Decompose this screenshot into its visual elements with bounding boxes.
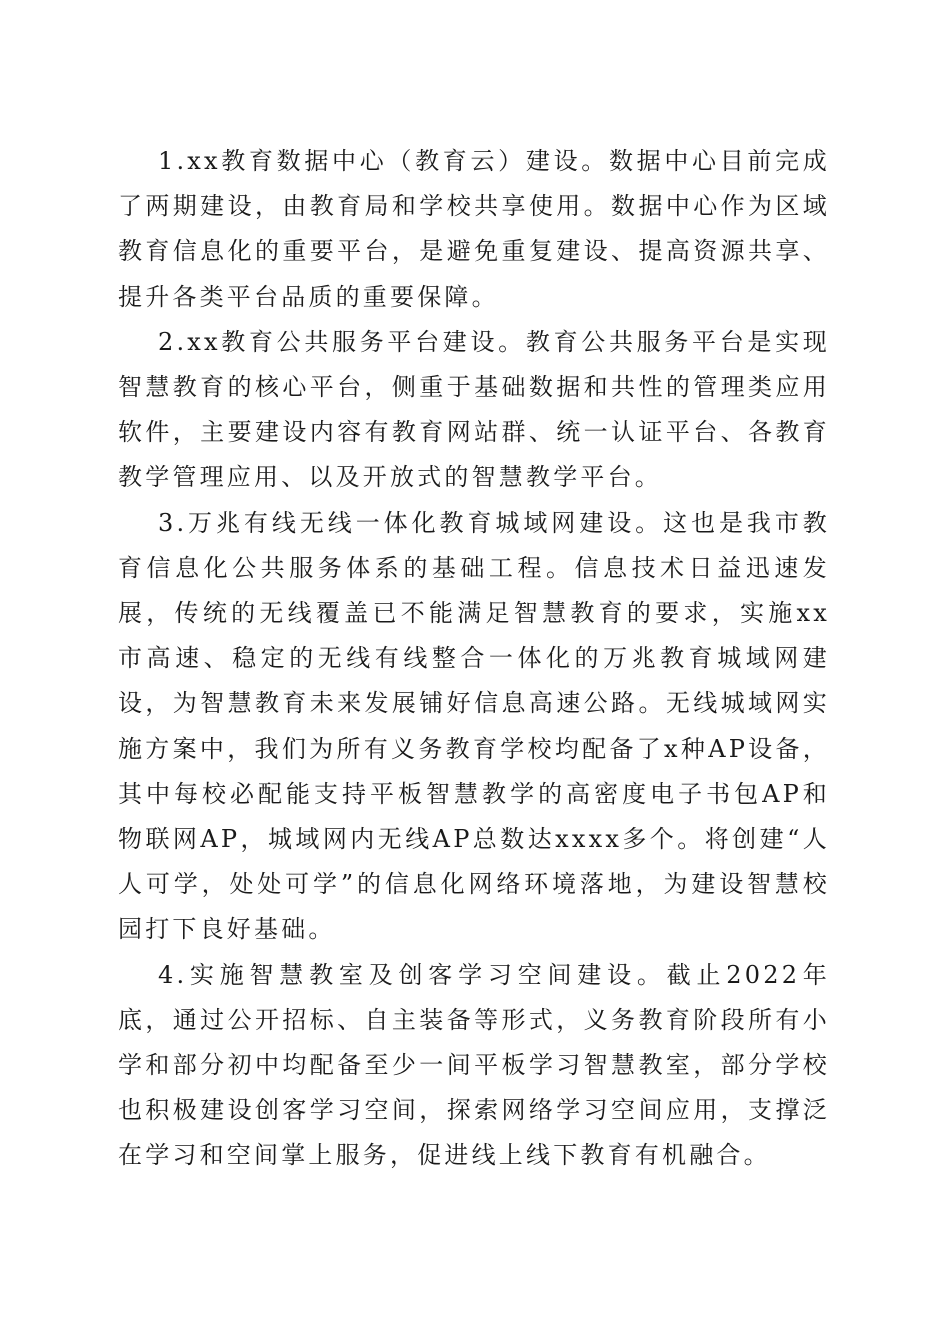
paragraph-4: 4.实施智慧教室及创客学习空间建设。截止2022年底，通过公开招标、自主装备等形式，义务教育阶段所有小学和部分初中均配备至少一间平板学习智慧教室，部分学校也积极建设创客学习空间，探索网络学习空间应用，支撑泛在学习和空间掌上服务，促进线上线下教育有机融合。 — [118, 960, 830, 1170]
paragraph-3: 3.万兆有线无线一体化教育城域网建设。这也是我市教育信息化公共服务体系的基础工程。信息技术日益迅速发展，传统的无线覆盖已不能满足智慧教育的要求，实施xx市高速、稳定的无线有线整合一体化的万兆教育城域网建设，为智慧教育未来发展铺好信息高速公路。无线城域网实施方案中，我们为所有义务教育学校均配备了x种AP设备，其中每校必配能支持平板智慧教学的高密度电子书包AP和物联网AP，城域网内无线AP总数达xxxx多个。将创建“人人可学，处处可学”的信息化网络环境落地，为建设智慧校园打下良好基础。 — [118, 508, 830, 944]
paragraph-1: 1.xx教育数据中心（教育云）建设。数据中心目前完成了两期建设，由教育局和学校共享使用。数据中心作为区域教育信息化的重要平台，是避免重复建设、提高资源共享、提升各类平台品质的重要保障。 — [118, 147, 830, 311]
paragraph-2: 2.xx教育公共服务平台建设。教育公共服务平台是实现智慧教育的核心平台，侧重于基础数据和共性的管理类应用软件，主要建设内容有教育网站群、统一认证平台、各教育教学管理应用、以及开放式的智慧教学平台。 — [118, 327, 830, 492]
document-body — [118, 139, 830, 1179]
